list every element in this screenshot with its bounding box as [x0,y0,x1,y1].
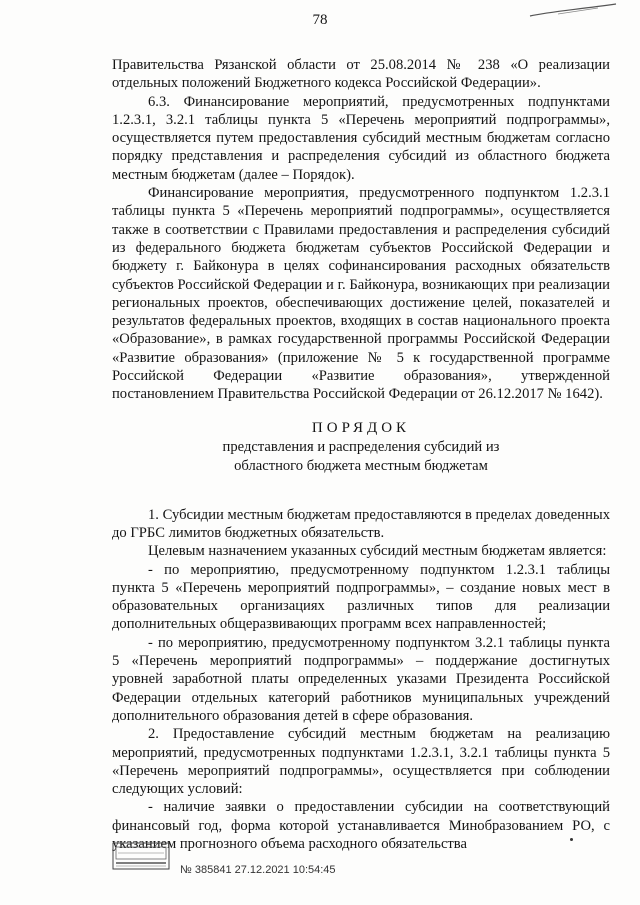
paragraph-item-2: 2. Предоставление субсидий местным бюджетам на реализацию мероприятий, предусмотренных подпунктами 1.2.3.1, 3.2.1 таблицы пункта 5 «Перечень мероприятий подпрограммы», осуществляется при соблюдении следующих условий: [112,726,610,798]
page-number: 78 [312,12,328,28]
paragraph-item-1: 1. Субсидии местным бюджетам предоставляются в пределах доведенных до ГРБС лимитов бюджетных обязательств. [112,506,610,541]
section-heading [112,418,610,476]
paragraph-purpose: Целевым назначением указанных субсидий местным бюджетам является: [148,543,607,560]
heading-line-2: областного бюджета местным бюджетам [234,457,488,474]
paragraph-condition-application: - наличие заявки о предоставлении субсидии на соответствующий финансовый год, форма которой устанавливается Минобразованием РО, с указанием прогнозного объема расходного обязательства [112,799,610,852]
scan-corner-mark [528,2,618,24]
paragraph-measure-3-2-1: - по мероприятию, предусмотренному подпунктом 3.2.1 таблицы пункта 5 «Перечень мероприятий подпрограммы» – поддержание достигнутых уровней заработной платы определенных указами Президента Российской Федерации отдельных категорий работников муниципальных учреждений дополнительного образования детей в сфере образования. [112,634,610,724]
scan-dot [570,838,573,841]
document-registration-number: № 385841 27.12.2021 10:54:45 [180,864,336,876]
heading-title: ПОРЯДОК [311,419,411,436]
document-body [112,56,610,853]
paragraph-intro: Правительства Рязанской области от 25.08.2014 № 238 «О реализации отдельных положений Бюджетного кодекса Российской Федерации». [112,57,610,92]
paragraph-6-3: 6.3. Финансирование мероприятий, предусмотренных подпунктами 1.2.3.1, 3.2.1 таблицы пункта 5 «Перечень мероприятий подпрограммы», осуществляется путем предоставления субсидий местным бюджетам согласно порядку представления и распределения субсидий из областного бюджета местным бюджетам (далее – Порядок). [112,93,610,183]
paragraph-measure-1-2-3-1: - по мероприятию, предусмотренному подпунктом 1.2.3.1 таблицы пункта 5 «Перечень мероприятий подпрограммы», – создание новых мест в образовательных организациях различных типов для реализации дополнительных общеразвивающих программ всех направленностей; [112,561,610,633]
heading-line-1: представления и распределения субсидий из [222,438,500,455]
paragraph-financing: Финансирование мероприятия, предусмотренного подпунктом 1.2.3.1 таблицы пункта 5 «Перечень мероприятий подпрограммы», осуществляется также в соответствии с Правилами предоставления и распределения субсидий из федерального бюджета бюджетам субъектов Российской Федерации и бюджету г. Байконура в целях софинансирования расходных обязательств субъектов Российской Федерации и г. Байконура, возникающих при реализации региональных проектов, обеспечивающих достижение целей, показателей и результатов федеральных проектов, входящих в состав национального проекта «Образование», в рамках государственной программы Российской Федерации «Развитие образования» (приложение № 5 к государственной программе Российской Федерации «Развитие образования», утвержденной постановлением Правительства Российской Федерации от 26.12.2017 № 1642). [112,185,610,403]
registration-stamp [112,842,170,870]
